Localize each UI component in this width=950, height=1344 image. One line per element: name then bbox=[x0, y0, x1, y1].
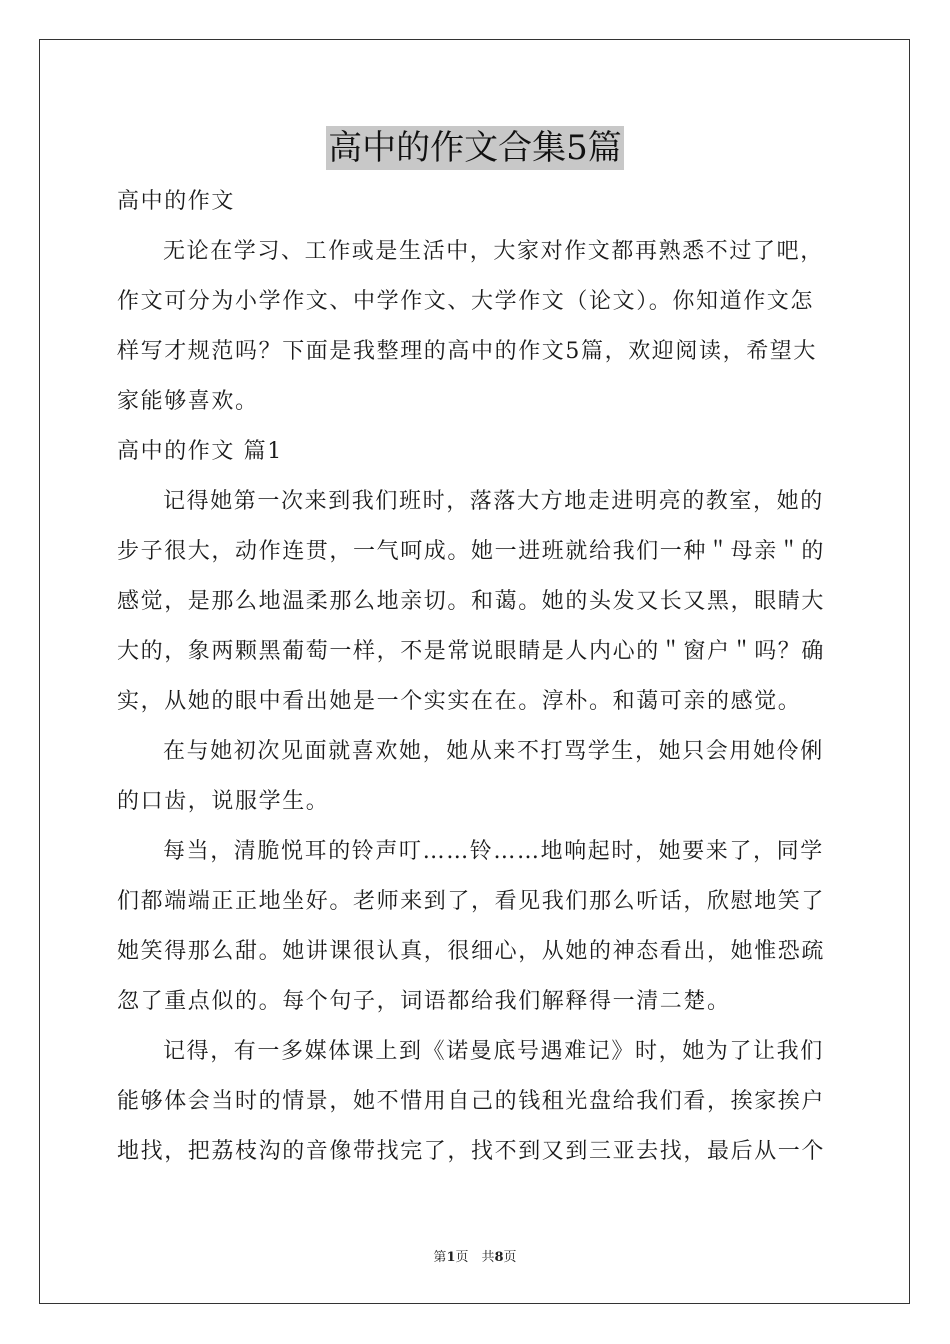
title-container bbox=[0, 126, 950, 170]
paragraph-line: 作文可分为小学作文、中学作文、大学作文（论文）。你知道作文怎 bbox=[117, 289, 815, 314]
current-page-number: 1 bbox=[446, 1250, 456, 1265]
section-heading: 高中的作文 篇1 bbox=[117, 439, 283, 464]
page-footer bbox=[0, 1246, 950, 1265]
paragraph-line: 步子很大，动作连贯，一气呵成。她一进班就给我们一种＂母亲＂的 bbox=[117, 539, 826, 564]
page-prefix: 第 bbox=[433, 1250, 447, 1265]
paragraph-line: 无论在学习、工作或是生活中，大家对作文都再熟悉不过了吧， bbox=[163, 239, 824, 264]
page-mid: 页 共 bbox=[455, 1250, 495, 1265]
page-suffix: 页 bbox=[503, 1250, 517, 1265]
paragraph-line: 在与她初次见面就喜欢她，她从来不打骂学生，她只会用她伶俐 bbox=[163, 739, 824, 764]
paragraph-line: 大的，象两颗黑葡萄一样，不是常说眼睛是人内心的＂窗户＂吗？确 bbox=[117, 639, 826, 664]
total-pages-number: 8 bbox=[494, 1250, 504, 1265]
paragraph-line: 实，从她的眼中看出她是一个实实在在。淳朴。和蔼可亲的感觉。 bbox=[117, 689, 802, 714]
section-heading: 高中的作文 bbox=[117, 189, 236, 214]
paragraph-line: 忽了重点似的。每个句子，词语都给我们解释得一清二楚。 bbox=[117, 989, 731, 1014]
paragraph-line: 记得她第一次来到我们班时，落落大方地走进明亮的教室，她的 bbox=[163, 489, 824, 514]
paragraph-line: 感觉，是那么地温柔那么地亲切。和蔼。她的头发又长又黑，眼睛大 bbox=[117, 589, 826, 614]
paragraph-line: 地找，把荔枝沟的音像带找完了，找不到又到三亚去找，最后从一个 bbox=[117, 1139, 826, 1164]
paragraph-line: 她笑得那么甜。她讲课很认真，很细心，从她的神态看出，她惟恐疏 bbox=[117, 939, 826, 964]
document-body bbox=[117, 177, 833, 1177]
paragraph-line: 能够体会当时的情景，她不惜用自己的钱租光盘给我们看，挨家挨户 bbox=[117, 1089, 826, 1114]
paragraph-line: 记得，有一多媒体课上到《诺曼底号遇难记》时，她为了让我们 bbox=[163, 1039, 824, 1064]
paragraph-line: 的口齿，说服学生。 bbox=[117, 789, 330, 814]
paragraph-line: 家能够喜欢。 bbox=[117, 389, 259, 414]
paragraph-line: 样写才规范吗？下面是我整理的高中的作文5篇，欢迎阅读，希望大 bbox=[117, 339, 817, 364]
document-title: 高中的作文合集5篇 bbox=[328, 128, 622, 168]
paragraph-line: 们都端端正正地坐好。老师来到了，看见我们那么听话，欣慰地笑了 bbox=[117, 889, 826, 914]
paragraph-line: 每当，清脆悦耳的铃声叮……铃……地响起时，她要来了，同学 bbox=[163, 839, 824, 864]
